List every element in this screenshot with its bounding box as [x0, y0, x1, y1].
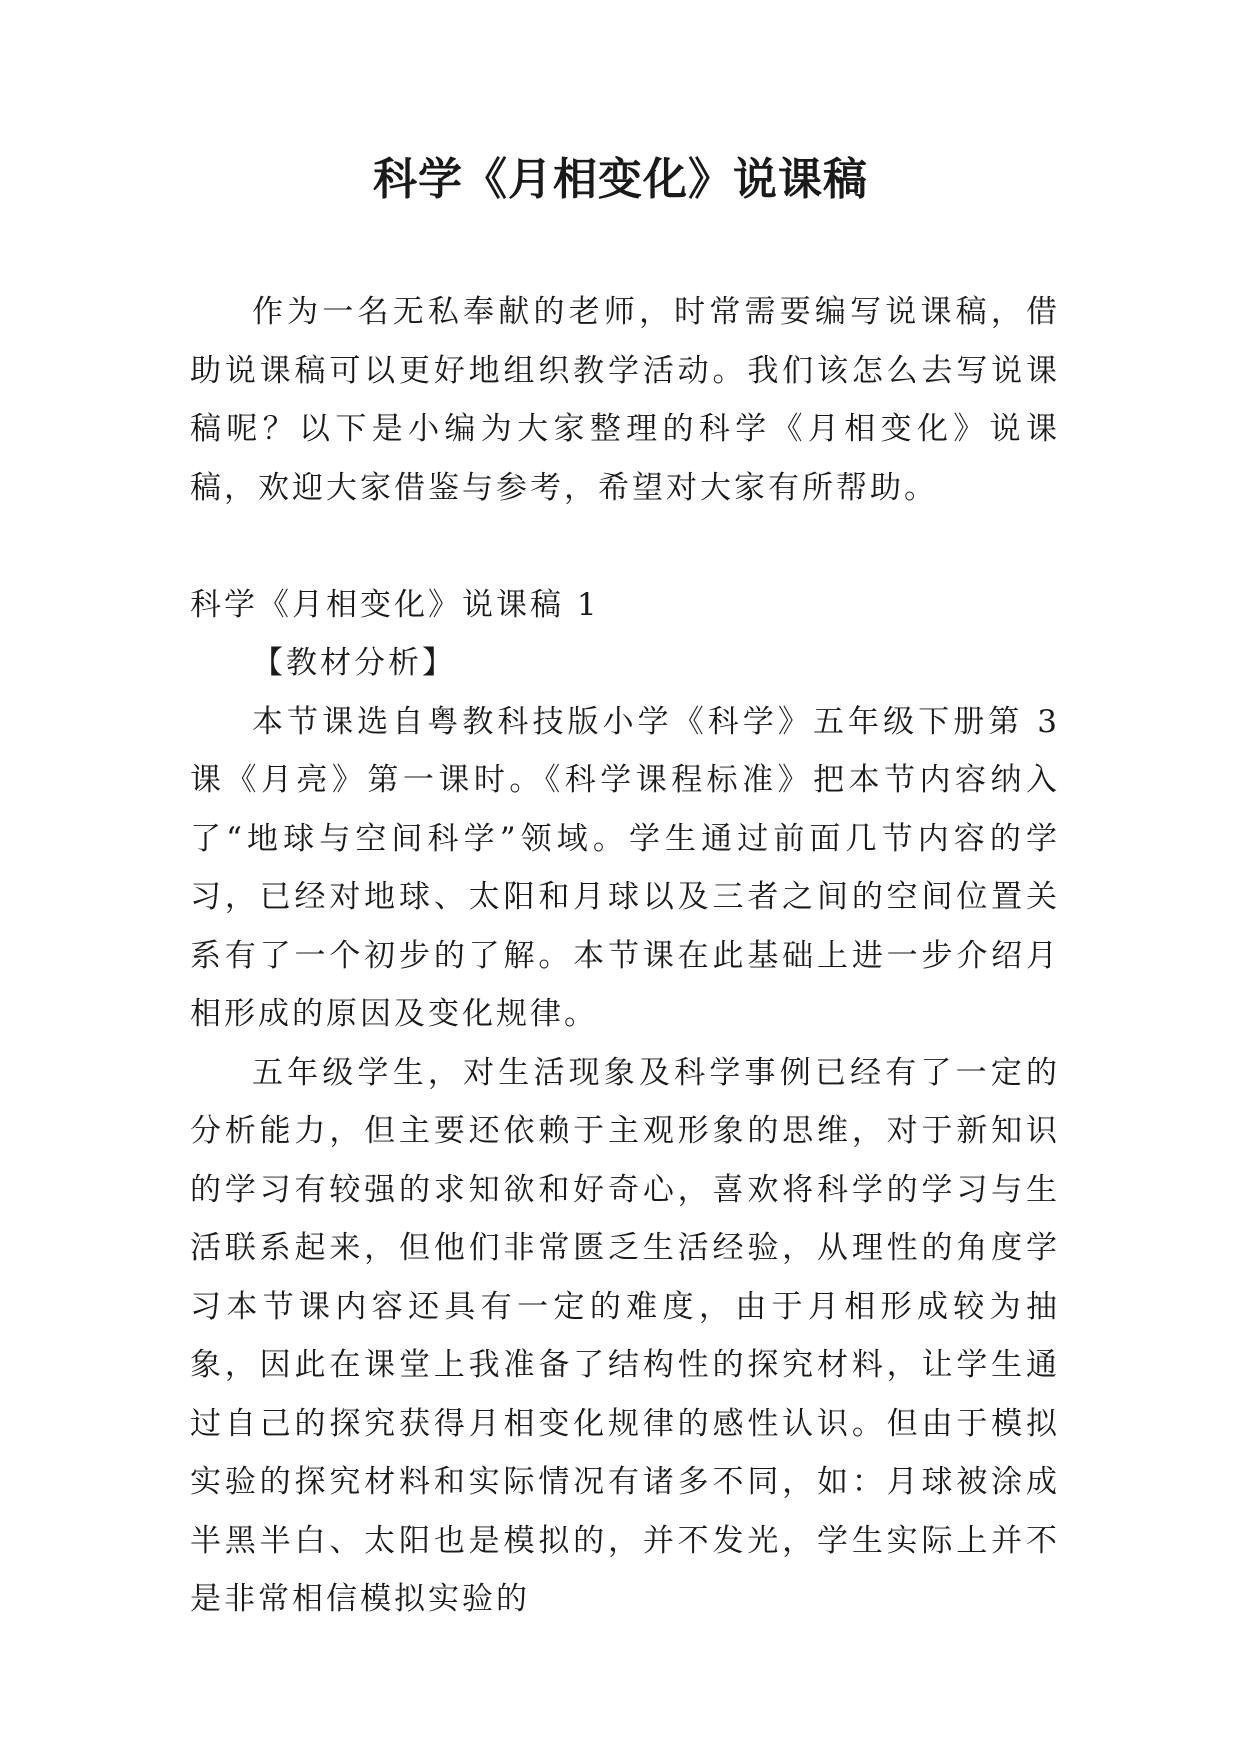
section-heading: 科学《月相变化》说课稿 1: [190, 586, 600, 623]
body-paragraph: 本节课选自粤教科技版小学《科学》五年级下册第 3 课《月亮》第一课时。《科学课程标准》把本节内容纳入了“地球与空间科学”领域。学生通过前面几节内容的学习，已经对地球、太阳和月球以及三者之间的空间位置关系有了一个初步的了解。本节课在此基础上进一步介绍月相形成的原因及变化规律。: [190, 703, 1060, 1032]
subheading-teaching-material-analysis: 【教材分析】: [252, 645, 456, 681]
intro-paragraph: 作为一名无私奉献的老师，时常需要编写说课稿，借助说课稿可以更好地组织教学活动。我们该怎么去写说课稿呢？以下是小编为大家整理的科学《月相变化》说课稿，欢迎大家借鉴与参考，希望对大家有所帮助。: [190, 294, 1060, 506]
document-title: 科学《月相变化》说课稿: [373, 154, 868, 205]
document-body: [190, 283, 1060, 1629]
body-paragraph: 五年级学生，对生活现象及科学事例已经有了一定的分析能力，但主要还依赖于主观形象的思维，对于新知识的学习有较强的求知欲和好奇心，喜欢将科学的学习与生活联系起来，但他们非常匮乏生活经验，从理性的角度学习本节课内容还具有一定的难度，由于月相形成较为抽象，因此在课堂上我准备了结构性的探究材料，让学生通过自己的探究获得月相变化规律的感性认识。但由于模拟实验的探究材料和实际情况有诸多不同，如：月球被涂成半黑半白、太阳也是模拟的，并不发光，学生实际上并不是非常相信模拟实验的: [190, 1054, 1060, 1617]
paragraph-spacer: [190, 517, 1060, 576]
